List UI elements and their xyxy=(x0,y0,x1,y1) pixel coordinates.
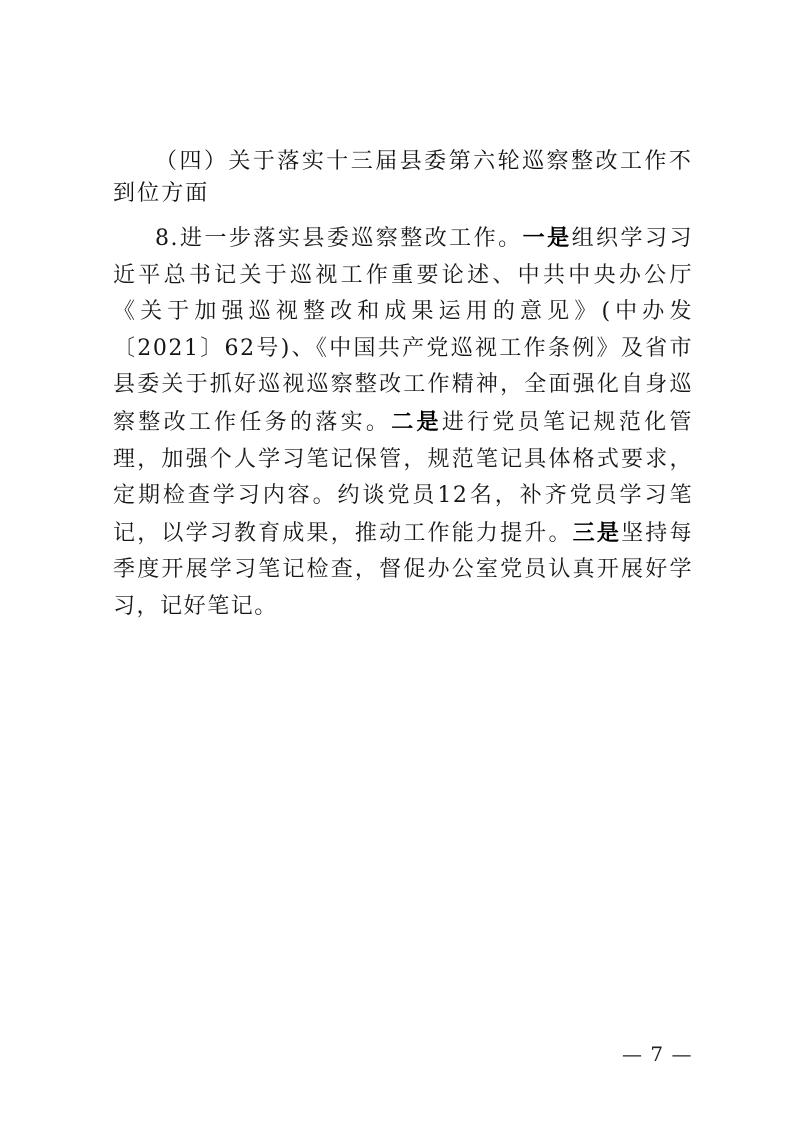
item-8-lead: 8.进一步落实县委巡察整改工作。 xyxy=(155,226,523,251)
part-3-marker: 三是 xyxy=(572,519,622,546)
part-2-text: 进行党员笔记规范化管理，加强个人学习笔记保管，规范笔记具体格式要求，定期检查学习内容。约谈党员12名，补齐党员学习笔记，以学习教育成果，推动工作能力提升。 xyxy=(113,409,693,546)
part-3-text: 坚持每季度开展学习笔记检查，督促办公室党员认真开展好学习，记好笔记。 xyxy=(113,520,693,619)
section-heading: （四）关于落实十三届县委第六轮巡察整改工作不到位方面 xyxy=(113,149,693,206)
item-8-paragraph xyxy=(113,220,693,626)
part-1-text: 组织学习习近平总书记关于巡视工作重要论述、中共中央办公厅《关于加强巡视整改和成果运用的意见》(中办发〔2021〕62号)、《中国共产党巡视工作条例》及省市县委关于抓好巡视巡察整改工作精神，全面强化自身巡察整改工作任务的落实。 xyxy=(113,226,693,435)
part-1-marker: 一是 xyxy=(522,225,572,251)
part-2-marker: 二是 xyxy=(391,408,442,435)
page-number: — 7 — xyxy=(622,1042,693,1066)
